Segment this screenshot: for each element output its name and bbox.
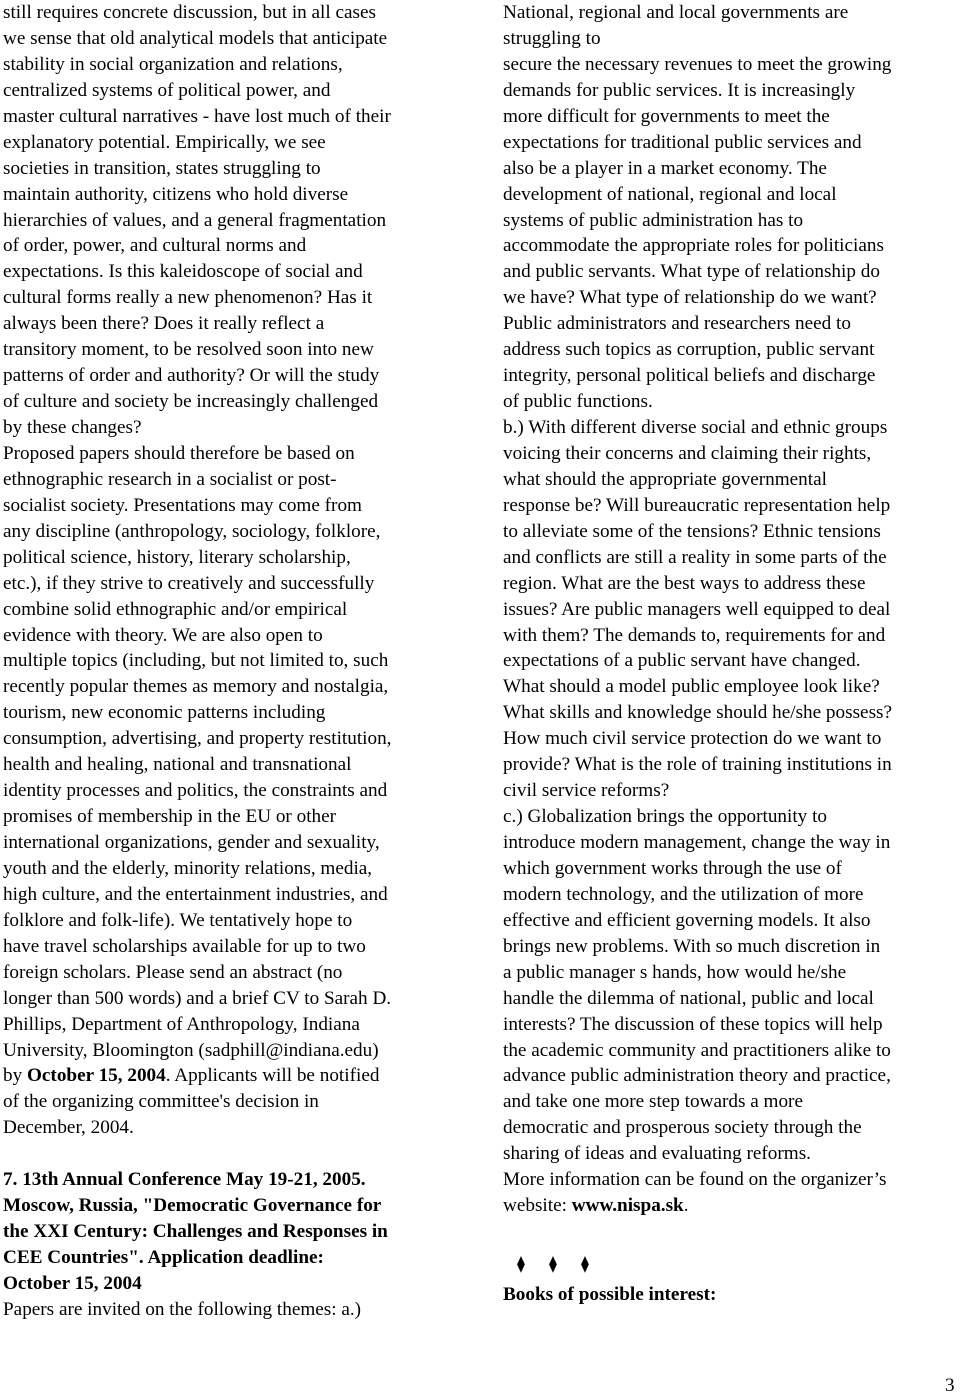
right-column bbox=[503, 0, 960, 1308]
heading-line: CEE Countries". Application deadline: bbox=[3, 1247, 324, 1268]
text-line: we sense that old analytical models that anticipate bbox=[3, 27, 388, 49]
text-line: more difficult for governments to meet the bbox=[503, 105, 830, 127]
text-line: combine solid ethnographic and/or empirical bbox=[3, 598, 348, 620]
heading-line: October 15, 2004 bbox=[3, 1272, 142, 1294]
text-line: expectations. Is this kaleidoscope of social and bbox=[3, 261, 363, 283]
text-line: How much civil service protection do we want to bbox=[503, 728, 882, 750]
text-line: What should a model public employee look like? bbox=[503, 676, 880, 698]
text-line: December, 2004. bbox=[3, 1117, 134, 1139]
text-line: youth and the elderly, minority relations, media, bbox=[3, 857, 373, 879]
right-body-text bbox=[503, 0, 960, 1219]
text-line: longer than 500 words) and a brief CV to Sarah D. bbox=[3, 987, 392, 1009]
text-line: modern technology, and the utilization of more bbox=[503, 883, 864, 905]
text-line: foreign scholars. Please send an abstract (no bbox=[3, 961, 343, 983]
text-line: introduce modern management, change the way in bbox=[503, 832, 891, 853]
text-line: identity processes and politics, the constraints and bbox=[3, 780, 388, 802]
text-line: b.) With different diverse social and ethnic groups bbox=[503, 417, 888, 438]
text-line: centralized systems of political power, and bbox=[3, 79, 331, 101]
text-line: provide? What is the role of training institutions in bbox=[503, 754, 892, 776]
text-line: to alleviate some of the tensions? Ethnic tensions bbox=[503, 520, 881, 542]
text-line: of the organizing committee's decision in bbox=[3, 1091, 319, 1113]
text-line: Public administrators and researchers need to bbox=[503, 313, 851, 335]
text-line: sharing of ideas and evaluating reforms. bbox=[503, 1143, 811, 1165]
text-line: political science, history, literary scholarship, bbox=[3, 546, 351, 568]
text-line: societies in transition, states struggling to bbox=[3, 157, 321, 179]
text-line: University, Bloomington (sadphill@indiana.edu) bbox=[3, 1039, 379, 1061]
text-line: interests? The discussion of these topics will help bbox=[503, 1013, 883, 1035]
text-line: and public servants. What type of relationship do bbox=[503, 261, 880, 283]
text-line: tourism, new economic patterns including bbox=[3, 702, 326, 724]
text-line: folklore and folk-life). We tentatively hope to bbox=[3, 909, 353, 931]
diamond-icon: ⧫ bbox=[549, 1254, 557, 1273]
text-line: region. What are the best ways to address these bbox=[503, 572, 866, 594]
paragraph-gap bbox=[503, 1219, 960, 1245]
text-line: which government works through the use of bbox=[503, 857, 842, 879]
text-line: systems of public administration has to bbox=[503, 209, 804, 231]
text-line: advance public administration theory and practice, bbox=[503, 1065, 891, 1087]
text-line: health and healing, national and transnational bbox=[3, 754, 352, 776]
website-link[interactable]: www.nispa.sk bbox=[571, 1195, 684, 1217]
website-line bbox=[503, 1193, 960, 1219]
text-line: with them? The demands to, requirements for and bbox=[503, 624, 886, 646]
text-line: consumption, advertising, and property restitution, bbox=[3, 728, 392, 750]
text-line: maintain authority, citizens who hold diverse bbox=[3, 183, 349, 205]
text-line: the academic community and practitioners alike to bbox=[503, 1039, 891, 1061]
text-line: explanatory potential. Empirically, we see bbox=[3, 131, 326, 153]
text-line: have travel scholarships available for up to two bbox=[3, 935, 366, 957]
text-line: hierarchies of values, and a general fragmentation bbox=[3, 209, 387, 231]
text-line: international organizations, gender and sexuality, bbox=[3, 832, 380, 853]
text-line: What skills and knowledge should he/she possess? bbox=[503, 702, 893, 724]
conference-heading bbox=[3, 1167, 467, 1297]
deadline-prefix: by bbox=[3, 1065, 27, 1087]
text-line: integrity, personal political beliefs and discharge bbox=[503, 365, 876, 387]
deadline-line bbox=[3, 1063, 467, 1089]
diamond-icon: ⧫ bbox=[517, 1254, 525, 1273]
diamond-icon: ⧫ bbox=[581, 1254, 589, 1273]
text-line: c.) Globalization brings the opportunity to bbox=[503, 806, 827, 828]
text-line: National, regional and local governments are bbox=[503, 2, 849, 23]
text-line: cultural forms really a new phenomenon? Has it bbox=[3, 287, 373, 309]
text-line: More information can be found on the organizer’s bbox=[503, 1169, 887, 1191]
text-line: and conflicts are still a reality in some parts of the bbox=[503, 546, 887, 568]
text-line: multiple topics (including, but not limited to, such bbox=[3, 650, 389, 672]
heading-line: 7. 13th Annual Conference May 19-21, 2005. bbox=[3, 1169, 366, 1191]
text-line: high culture, and the entertainment industries, and bbox=[3, 883, 388, 905]
text-line: still requires concrete discussion, but in all cases bbox=[3, 2, 376, 23]
left-column bbox=[3, 0, 467, 1323]
text-line: socialist society. Presentations may come from bbox=[3, 494, 362, 516]
text-line: ethnographic research in a socialist or post- bbox=[3, 468, 337, 490]
text-line: master cultural narratives - have lost much of their bbox=[3, 105, 391, 127]
text-line: democratic and prosperous society through the bbox=[503, 1117, 862, 1139]
text-line: evidence with theory. We are also open to bbox=[3, 624, 323, 646]
text-line: civil service reforms? bbox=[503, 780, 670, 802]
text-line: also be a player in a market economy. The bbox=[503, 157, 827, 179]
text-line: always been there? Does it really reflect a bbox=[3, 313, 325, 335]
text-line: Phillips, Department of Anthropology, Indiana bbox=[3, 1013, 360, 1035]
text-line: expectations for traditional public services and bbox=[503, 131, 862, 153]
text-line: a public manager s hands, how would he/she bbox=[503, 961, 847, 983]
text-line: Proposed papers should therefore be based on bbox=[3, 442, 355, 464]
text-line: accommodate the appropriate roles for politicians bbox=[503, 235, 884, 257]
text-line: promises of membership in the EU or other bbox=[3, 806, 337, 828]
text-line: demands for public services. It is increasingly bbox=[503, 79, 856, 101]
paragraph-gap bbox=[3, 1141, 467, 1167]
text-line: recently popular themes as memory and nostalgia, bbox=[3, 676, 389, 698]
text-line: by these changes? bbox=[3, 417, 142, 438]
text-line: etc.), if they strive to creatively and successfully bbox=[3, 572, 375, 594]
text-line: expectations of a public servant have changed. bbox=[503, 650, 861, 672]
text-line: handle the dilemma of national, public and local bbox=[503, 987, 874, 1009]
text-line: effective and efficient governing models. It also bbox=[503, 909, 871, 931]
text-line: transitory moment, to be resolved soon into new bbox=[3, 339, 374, 361]
text-line: voicing their concerns and claiming their rights, bbox=[503, 442, 872, 464]
themes-intro-line: Papers are invited on the following themes: a.) bbox=[3, 1298, 362, 1320]
deadline-date: October 15, 2004 bbox=[26, 1065, 166, 1087]
text-line: of order, power, and cultural norms and bbox=[3, 235, 307, 257]
heading-line: Moscow, Russia, "Democratic Governance for bbox=[3, 1195, 382, 1217]
text-line: and take one more step towards a more bbox=[503, 1091, 803, 1113]
text-line: issues? Are public managers well equipped to deal bbox=[503, 598, 891, 620]
page-number: 3 bbox=[945, 1375, 955, 1396]
text-line: secure the necessary revenues to meet the growing bbox=[503, 53, 892, 75]
text-line: any discipline (anthropology, sociology, folklore, bbox=[3, 520, 381, 542]
text-line: address such topics as corruption, public servant bbox=[503, 339, 875, 361]
text-line: of public functions. bbox=[503, 391, 653, 413]
text-line: development of national, regional and local bbox=[503, 183, 837, 205]
books-heading: Books of possible interest: bbox=[503, 1284, 717, 1305]
text-line: of culture and society be increasingly challenged bbox=[3, 391, 379, 413]
text-line: brings new problems. With so much discretion in bbox=[503, 935, 881, 957]
text-line: patterns of order and authority? Or will the study bbox=[3, 365, 380, 387]
section-separator bbox=[503, 1245, 960, 1282]
text-line: struggling to bbox=[503, 27, 601, 49]
heading-line: the XXI Century: Challenges and Responses in bbox=[3, 1221, 388, 1243]
text-line: we have? What type of relationship do we want? bbox=[503, 287, 877, 309]
deadline-suffix: . Applicants will be notified bbox=[165, 1065, 380, 1087]
text-line: what should the appropriate governmental bbox=[503, 468, 827, 490]
website-suffix: . bbox=[683, 1195, 689, 1217]
website-prefix: website: bbox=[503, 1195, 572, 1217]
left-body-text bbox=[3, 0, 467, 1141]
text-line: stability in social organization and relations, bbox=[3, 53, 343, 75]
text-line: response be? Will bureaucratic representation help bbox=[503, 494, 891, 516]
